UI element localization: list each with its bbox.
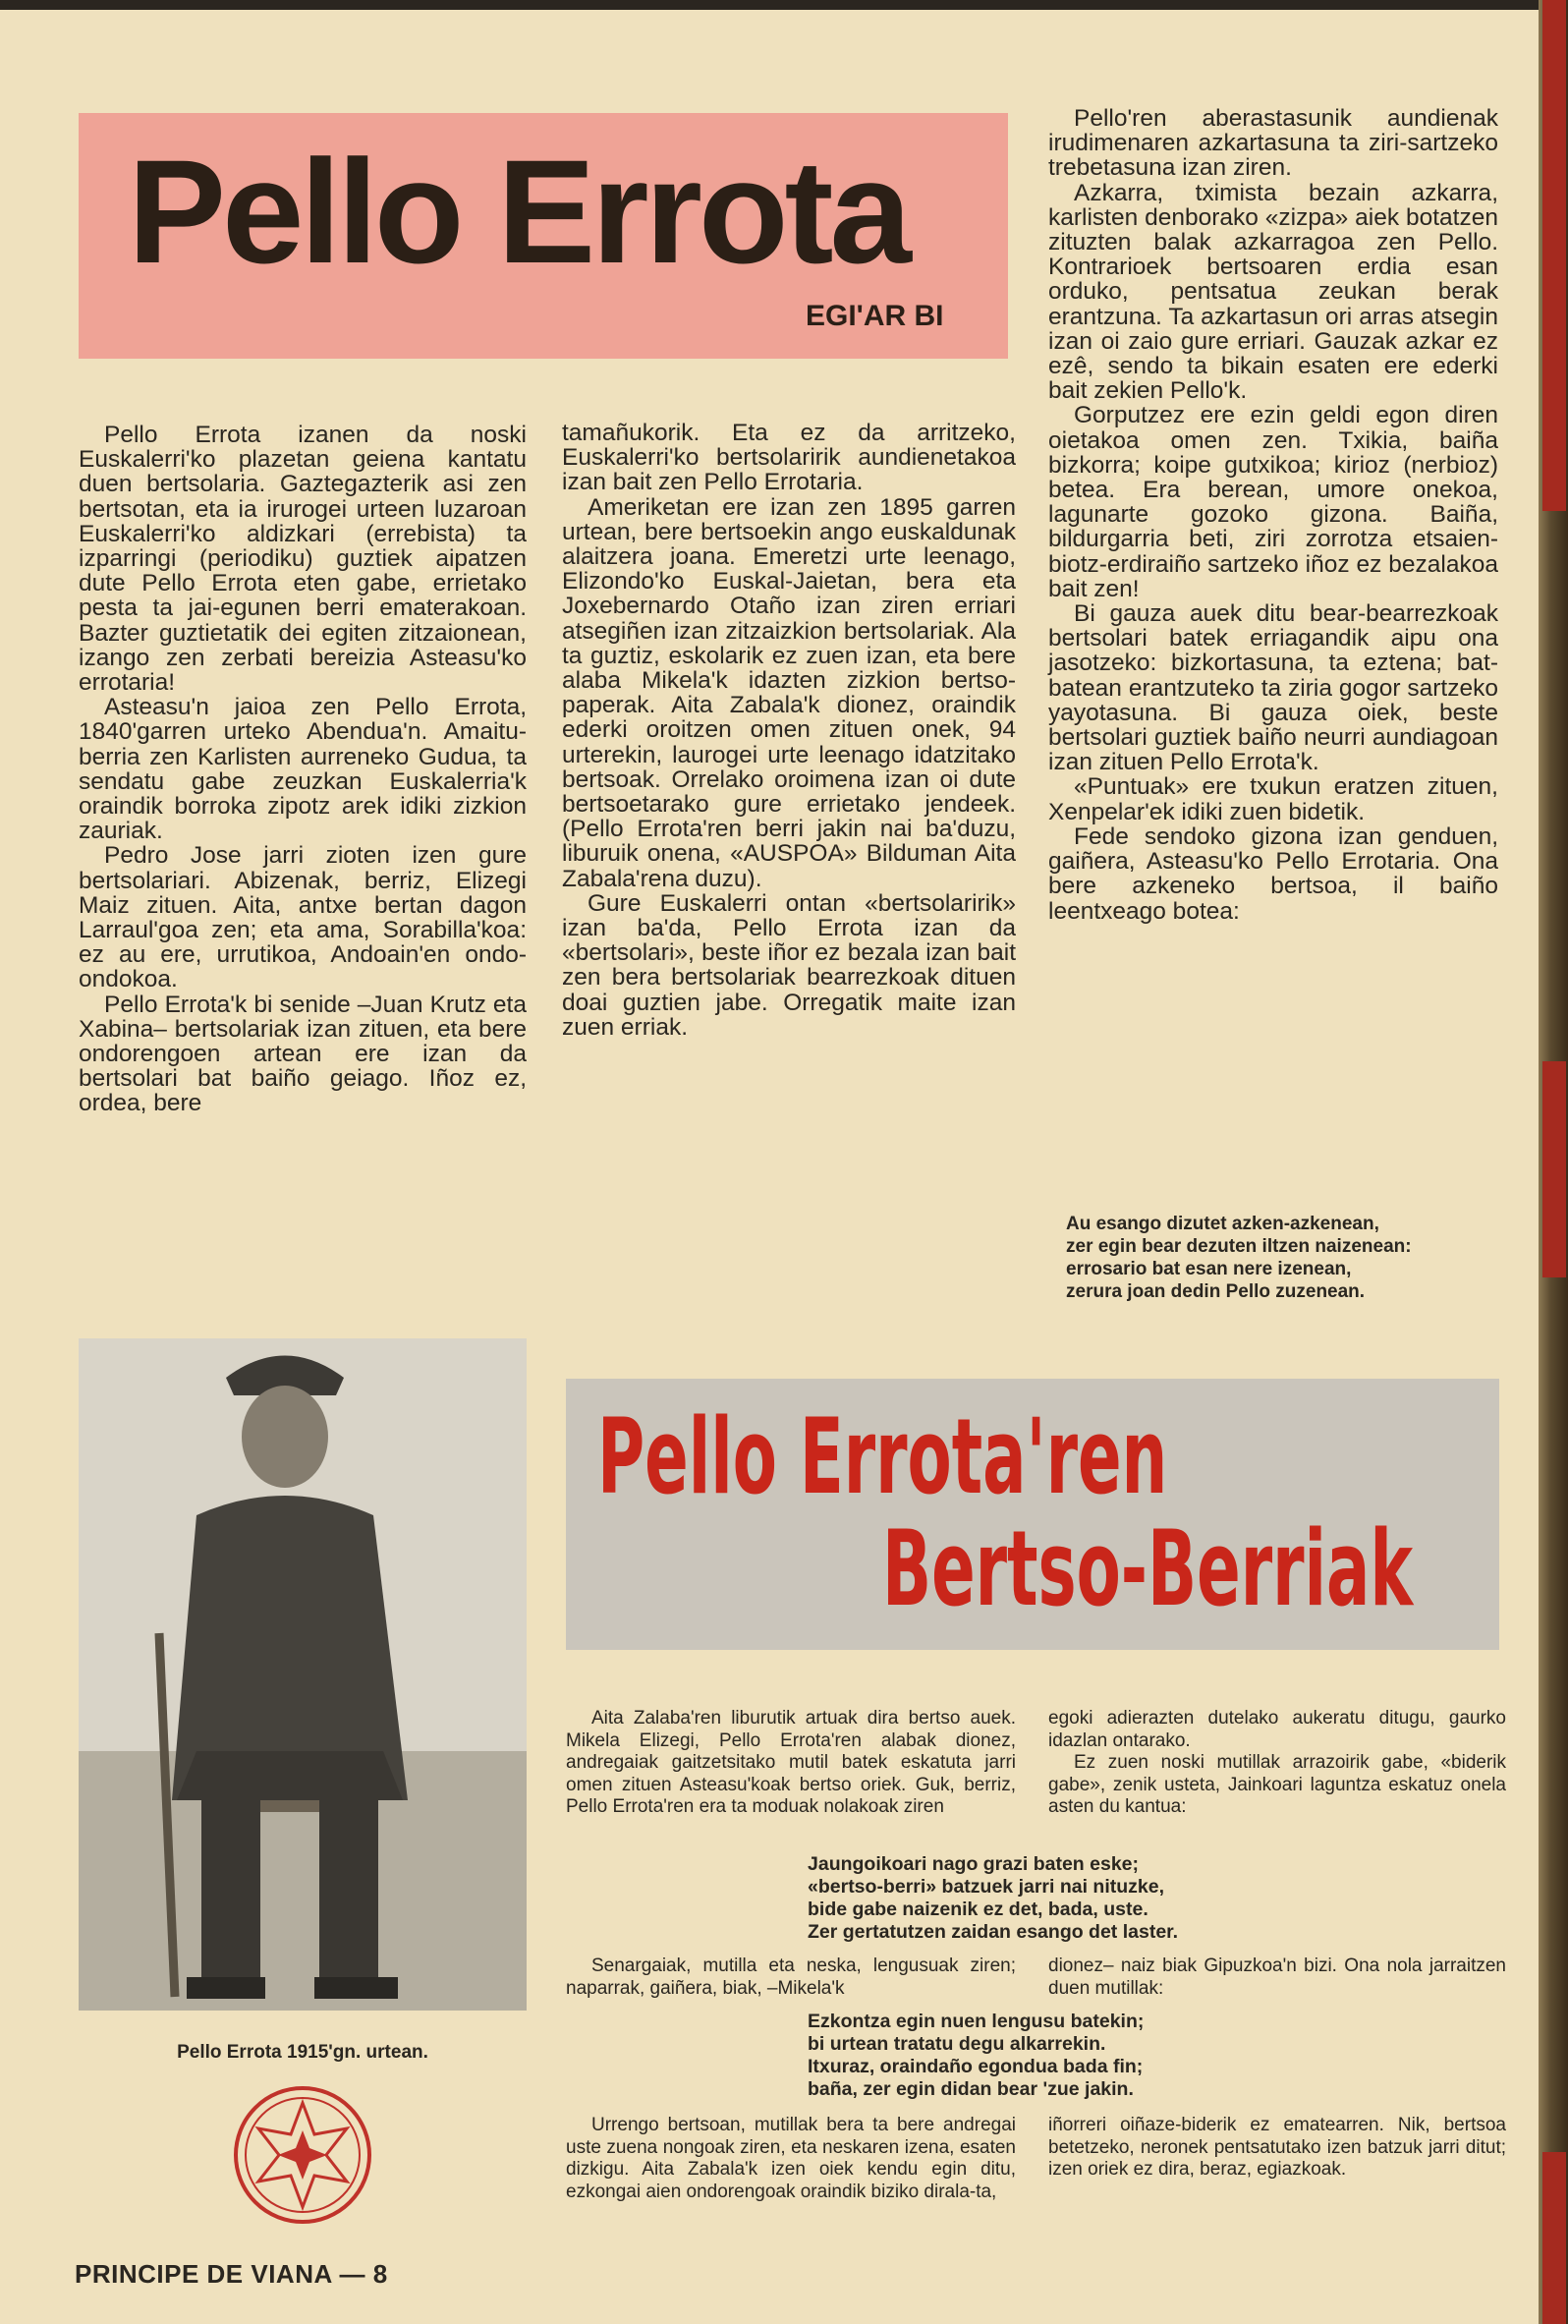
verse-line: Jaungoikoari nago grazi baten eske; bbox=[808, 1853, 1140, 1875]
photo-caption: Pello Errota 1915'gn. urtean. bbox=[177, 2042, 428, 2063]
intro-text-left bbox=[566, 1708, 1016, 1819]
paragraph: Pedro Jose jarri zioten izen gure bertsolariari. Abizenak, berriz, Elizegi Maiz zituen. Aita, antxe bertan dagon Larraul'goa zen; eta ama, Sorabilla'koa: ez au ere, urrutikoa, Andoain'en ondo-ondokoa. bbox=[79, 842, 527, 993]
spine-red-band-bottom bbox=[1542, 2152, 1566, 2324]
paragraph: Senargaiak, mutilla eta neska, lengusuak ziren; naparrak, gaiñera, biak, –Mikela'k bbox=[566, 1956, 1016, 1999]
portrait-illustration bbox=[79, 1338, 527, 2011]
page-footer: PRINCIPE DE VIANA — 8 bbox=[75, 2259, 388, 2289]
verse-line: zer egin bear dezuten iltzen naizenean: bbox=[1066, 1236, 1412, 1257]
mid-text-right bbox=[1048, 1956, 1506, 2000]
top-edge-bar bbox=[0, 0, 1568, 10]
verse-second bbox=[808, 2011, 1144, 2101]
final-verse bbox=[1066, 1213, 1518, 1303]
paragraph: Azkarra, tximista bezain azkarra, karlisten denborako «zizpa» aiek botatzen zituzten balak azkarragoa zen Pello. Kontrarioek bertsoaren erdia esan orduko, pentsatua zeukan berak erantzuna. Ta azkartasun ori arras atsegin izan oi zaio gure erriari. Gauzak azkar ez ezê, sendo ta bikain esaten ere ederki bait zekien Pello'k. bbox=[1048, 179, 1498, 405]
intro-text-right bbox=[1048, 1708, 1506, 1819]
paragraph: Asteasu'n jaioa zen Pello Errota, 1840'garren urteko Abendua'n. Amaitu-berria zen Karlisten aurreneko Gudua, ta sendatu gabe zeuzkan Euskalerria'k oraindik borroka zipotz arek idiki zizkion zauriak. bbox=[79, 694, 527, 845]
mid-text-left bbox=[566, 1956, 1016, 2000]
verse-line: zerura joan dedin Pello zuzenean. bbox=[1066, 1281, 1366, 1302]
star-emblem-icon bbox=[231, 2083, 374, 2227]
article-column-2 bbox=[562, 421, 1016, 1040]
paragraph: Gorputzez ere ezin geldi egon diren oietakoa omen zen. Txikia, baiña bizkorra; koipe gutxikoa; kirioz (nerbioz) betea. Era berean, umore onekoa, lagunarte gozoko gizona. Baiña, bildurgarria beti, ziri zorrotza etsaien-biotz-erdiraiño sartzeko iñoz ez bezalakoa bait zen! bbox=[1048, 402, 1498, 602]
verse-opening bbox=[808, 1853, 1178, 1944]
paragraph: Gure Euskalerri ontan «bertsolaririk» izan ba'da, Pello Errota izan da «bertsolari», beste iñor ez bezala izan bait zen bera bertsolariak bearrezkoak dituen doai guztien jabe. Orregatik maite izan zuen erriak. bbox=[562, 889, 1016, 1041]
verse-line: bide gabe naizenik ez det, bada, uste. bbox=[808, 1899, 1148, 1920]
page-subtitle: EGI'AR BI bbox=[806, 300, 944, 332]
paragraph: Urrengo bertsoan, mutillak bera ta bere andregai uste zuena nongoak ziren, eta neskaren izena, esaten dizkigu. Aita Zabala'k izen oiek kendu egin ditu, ezkongai aien ondorengoak oraindik biziko dirala-ta, bbox=[566, 2115, 1016, 2202]
paragraph: Pello Errota izanen da noski Euskalerri'ko plazetan geiena kantatu duen bertsolaria. Gaztegazterik asi zen bertsotan, eta ia irurogei urteen luzaroan Euskalerri'ko aldizkari (errebista) ta izparringi (periodiku) guztiek aipatzen dute Pello Errota eten gabe, errietako pesta ta jai-egunen berri ematerakoan. Bazter guztietatik dei egiten zitzaionean, izango zen zerbati bereizia Asteasu'ko errotaria! bbox=[79, 422, 527, 697]
verse-line: Ezkontza egin nuen lengusu batekin; bbox=[808, 2011, 1145, 2032]
spine-red-band-top bbox=[1542, 0, 1566, 511]
paragraph: Bi gauza auek ditu bear-bearrezkoak bertsolari batek erriagandik aipu ona jasotzeko: bizkortasuna, ta eztena; bat-batean erantzuteko ta ziria gogor sartzeko yayotasuna. Bi gauza oiek, beste bertsolari guztiek baiño neurri aundiagoan izan zituen Pello Errota'k. bbox=[1048, 600, 1498, 776]
page-title: Pello Errota bbox=[128, 129, 908, 294]
paragraph: Aita Zalaba'ren liburutik artuak dira bertso auek. Mikela Elizegi, Pello Errota'ren alabak dionez, andregaiak gaitzetsitako mutil batek eskatuta jarri omen zituen Asteasu'koak bertso oriek. Guk, berriz, Pello Errota'ren era ta moduak nolakoak ziren bbox=[566, 1708, 1016, 1817]
verse-line: errosario bat esan nere izenean, bbox=[1066, 1259, 1352, 1279]
verse-line: Itxuraz, oraindaño egondua bada fin; bbox=[808, 2056, 1144, 2077]
paragraph: Pello'ren aberastasunik aundienak irudimenaren azkartasuna ta ziri-sartzeko trebetasuna izan ziren. bbox=[1048, 105, 1498, 182]
paragraph: iñorreri oiñaze-biderik ez ematearren. Nik, bertsoa betetzeko, neronek pentsatutako izen batzuk jarri ditut; izen oriek ez dira, beraz, egiazkoak. bbox=[1048, 2115, 1506, 2180]
end-text-left bbox=[566, 2115, 1016, 2203]
article-column-3 bbox=[1048, 106, 1498, 924]
article-column-1 bbox=[79, 423, 527, 1116]
paragraph: Ez zuen noski mutillak arrazoirik gabe, «biderik gabe», zenik usteta, Jainkoari laguntza eskatuz onela asten du kantua: bbox=[1048, 1752, 1506, 1817]
paragraph: Fede sendoko gizona izan genduen, gaiñera, Asteasu'ko Pello Errotaria. Ona bere azkeneko bertsoa, il baiño leentxeago botea: bbox=[1048, 822, 1498, 925]
spine-red-band-mid bbox=[1542, 1061, 1566, 1277]
paragraph: dionez– naiz biak Gipuzkoa'n bizi. Ona nola jarraitzen duen mutillak: bbox=[1048, 1956, 1506, 1999]
paragraph: Ameriketan ere izan zen 1895 garren urtean, bere bertsoekin ango euskaldunak alaitzera joana. Emeretzi urte leenago, Elizondo'ko Euskal-Jaietan, bera eta Joxebernardo Otaño izan ziren erriari atsegiñen izan zitzaizkion bertsolariak. Ala ta guztiz, eskolarik ez zuen izan, eta bere alaba Mikela'k idazten zizkion bertso-paperak. Aita Zabala'k dionez, oraindik ederki oroitzen omen zituen onek, 94 urterekin, laurogei urte leenago idatzitako bertsoak. Orrelako oroimena izan oi dute bertsoetarako gure errietako jendeek. (Pello Errota'ren berri jakin nai ba'duzu, liburuik onena, «AUSPOA» Bilduman Aita Zabala'rena duzu). bbox=[562, 493, 1016, 892]
paragraph: tamañukorik. Eta ez da arritzeko, Euskalerri'ko bertsolaririk aundienetakoa izan bait zen Pello Errotaria. bbox=[562, 420, 1016, 496]
verse-line: Au esango dizutet azken-azkenean, bbox=[1066, 1214, 1379, 1234]
verse-line: Zer gertatutzen zaidan esango det laster. bbox=[808, 1921, 1179, 1943]
paragraph: «Puntuak» ere txukun eratzen zituen, Xenpelar'ek idiki zuen bidetik. bbox=[1048, 773, 1498, 825]
verse-line: bi urtean tratatu degu alkarrekin. bbox=[808, 2033, 1106, 2055]
end-text-right bbox=[1048, 2115, 1506, 2182]
portrait-photo bbox=[79, 1338, 527, 2011]
verse-line: «bertso-berri» batzuek jarri nai nituzke, bbox=[808, 1876, 1165, 1898]
section-title-line-1: Pello Errota'ren bbox=[597, 1396, 1168, 1517]
paragraph: egoki adierazten dutelako aukeratu ditugu, gaurko idazlan ontarako. bbox=[1048, 1708, 1506, 1751]
paragraph: Pello Errota'k bi senide –Juan Krutz eta Xabina– bertsolariak izan zituen, eta bere ondorengoen artean ere izan da bertsolari bat baiño geiago. Iñoz ez, ordea, bere bbox=[79, 991, 527, 1117]
section-title-line-2: Bertso-Berriak bbox=[882, 1508, 1414, 1629]
verse-line: baña, zer egin didan bear 'zue jakin. bbox=[808, 2078, 1134, 2100]
